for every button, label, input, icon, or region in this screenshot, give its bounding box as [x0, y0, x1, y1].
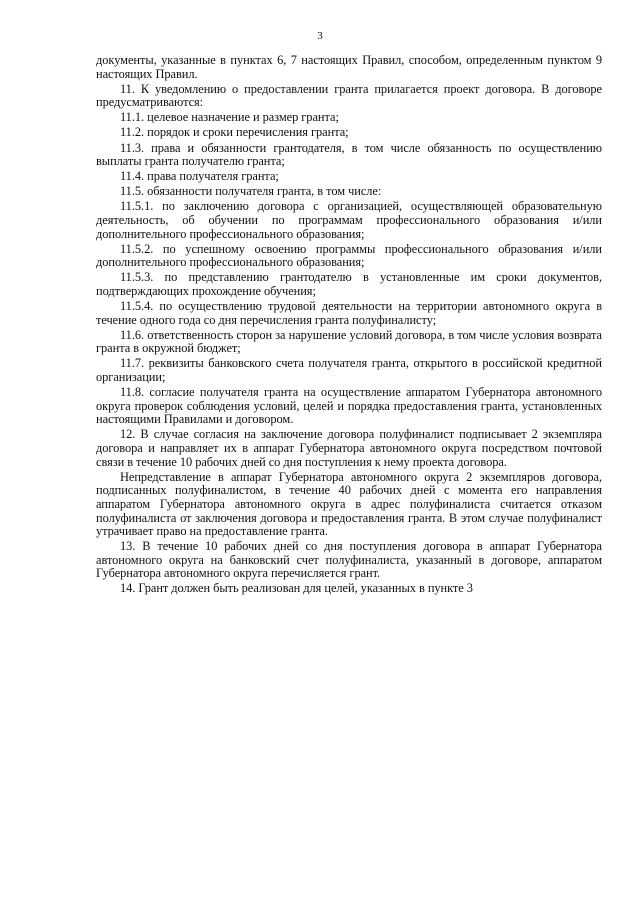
paragraph: 11.7. реквизиты банковского счета получателя гранта, открытого в российской кредитной организации;: [96, 356, 602, 385]
paragraph: 11.5.2. по успешному освоению программы профессионального образования и/или дополнительного профессионального образования;: [96, 241, 602, 270]
paragraph: 11.5. обязанности получателя гранта, в том числе:: [120, 184, 382, 199]
paragraph: документы, указанные в пунктах 6, 7 настоящих Правил, способом, определенным пунктом 9 настоящих Правил.: [96, 53, 602, 81]
paragraph: 11.6. ответственность сторон за нарушение условий договора, в том числе условия возврата гранта в окружной бюджет;: [96, 327, 602, 356]
paragraph: 11.5.4. по осуществлению трудовой деятельности на территории автономного округа в течение одного года со дня перечисления гранта полуфиналисту;: [96, 299, 602, 327]
paragraph: 11.8. согласие получателя гранта на осуществление аппаратом Губернатора автономного округа проверок соблюдения условий, целей и порядка предоставления гранта, установленных настоящими Правилами и договором.: [96, 385, 602, 427]
paragraph: 11. К уведомлению о предоставлении гранта прилагается проект договора. В договоре предусматриваются:: [96, 81, 602, 110]
paragraph: 14. Грант должен быть реализован для целей, указанных в пункте 3: [120, 581, 473, 596]
paragraph: 11.5.1. по заключению договора с организацией, осуществляющей образовательную деятельность, об обучении по программам профессионального образования и/или дополнительного профессионального образования;: [96, 199, 602, 241]
paragraph: 11.1. целевое назначение и размер гранта;: [120, 110, 339, 125]
paragraph: 11.5.3. по представлению грантодателю в установленные им сроки документов, подтверждающих прохождение обучения;: [96, 270, 602, 298]
paragraph: 11.3. права и обязанности грантодателя, в том числе обязанность по осуществлению выплаты гранта получателю гранта;: [96, 140, 602, 169]
paragraph: 11.2. порядок и сроки перечисления гранта;: [120, 125, 349, 140]
paragraph: Непредставление в аппарат Губернатора автономного округа 2 экземпляров договора, подписанных полуфиналистом, в течение 40 рабочих дней с момента его направления аппаратом Губернатора автономного округа в адрес полуфиналиста считается отказом полуфиналиста от заключения договора и предоставления гранта. В этом случае полуфиналист утрачивает право на предоставление гранта.: [96, 469, 602, 539]
page-number: 3: [317, 30, 323, 42]
document-body: [96, 54, 602, 598]
paragraph: 13. В течение 10 рабочих дней со дня поступления договора в аппарат Губернатора автономного округа на банковский счет полуфиналиста, указанный в договоре, аппаратом Губернатора автономного округа перечисляется грант.: [96, 539, 602, 581]
paragraph: 11.4. права получателя гранта;: [120, 169, 279, 184]
paragraph: 12. В случае согласия на заключение договора полуфиналист подписывает 2 экземпляра договора и направляет их в аппарат Губернатора автономного округа посредством почтовой связи в течение 10 рабочих дней со дня поступления к нему проекта договора.: [96, 427, 602, 469]
